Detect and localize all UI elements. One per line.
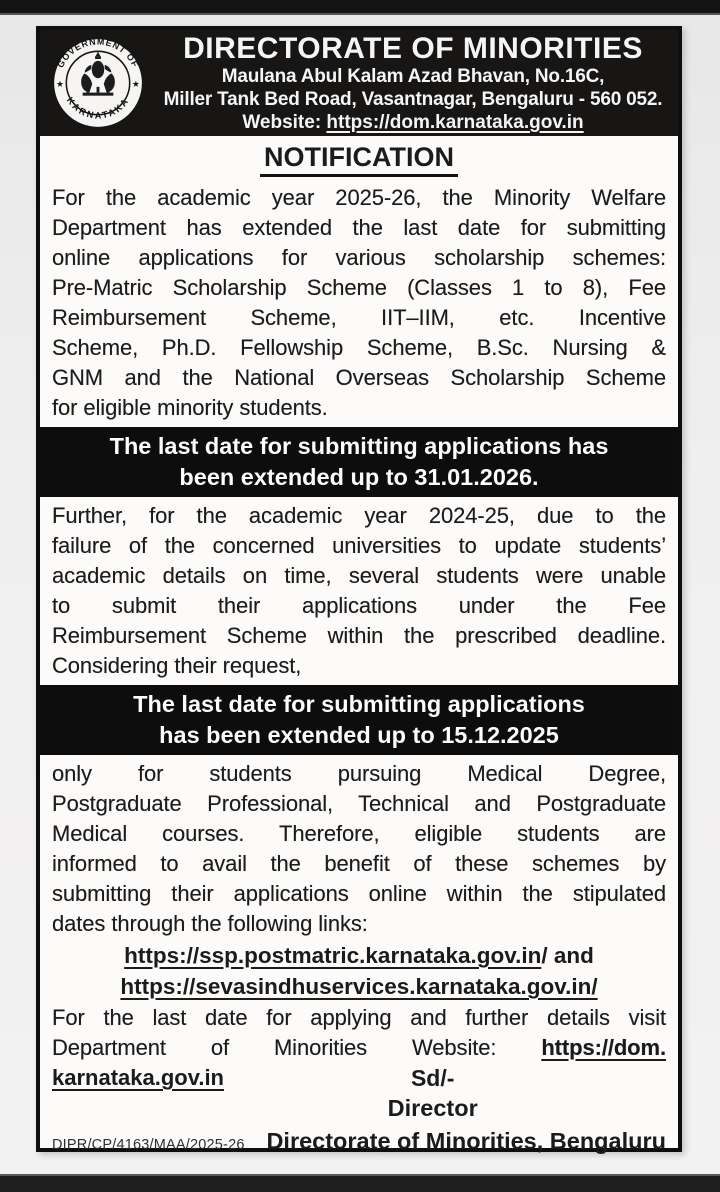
website-line <box>156 111 670 134</box>
link-line <box>52 940 666 971</box>
paragraph-text: Department of Minorities Website: <box>52 1035 497 1060</box>
footer-row <box>52 1127 666 1156</box>
org-title: DIRECTORATE OF MINORITIES <box>183 32 643 65</box>
application-links <box>52 940 666 1002</box>
paragraph-line: Reimbursement Scheme within the prescribed deadline. <box>52 623 666 648</box>
paragraph-line <box>52 1033 666 1063</box>
dom-website-link-part2[interactable]: karnataka.gov.in <box>52 1065 224 1090</box>
paragraph-line: Medical courses. Therefore, eligible students are <box>52 821 666 846</box>
address-line-1: Maulana Abul Kalam Azad Bhavan, No.16C, <box>221 66 605 87</box>
sevasindhu-link[interactable]: https://sevasindhuservices.karnataka.gov.in/ <box>120 974 598 999</box>
director-row <box>52 1093 666 1124</box>
paragraph-line: Further, for the academic year 2024-25, due to the <box>52 503 666 528</box>
paragraph-line: Department has extended the last date for submitting <box>52 215 666 240</box>
paragraph-4 <box>52 1003 666 1093</box>
website-link[interactable]: https://dom.karnataka.gov.in <box>326 112 584 133</box>
paragraph-line: online applications for various scholarship schemes: <box>52 245 666 270</box>
emblem-star-right: ★ <box>132 79 140 89</box>
document-header <box>40 30 678 136</box>
paragraph-line: for eligible minority students. <box>52 395 328 420</box>
paragraph-1 <box>52 183 666 423</box>
scan-top-bar <box>0 0 720 15</box>
paragraph-line: failure of the concerned universities to update students’ <box>52 533 666 558</box>
paragraph-line: For the last date for applying and further details visit <box>52 1005 666 1030</box>
paragraph-line: Scheme, Ph.D. Fellowship Scheme, B.Sc. Nursing & <box>52 335 666 360</box>
emblem-top-text: GOVERNMENT OF <box>55 36 141 70</box>
paragraph-line: informed to avail the benefit of these schemes by <box>52 851 666 876</box>
document-body <box>40 136 678 1162</box>
paragraph-line: Postgraduate Professional, Technical and Postgraduate <box>52 791 666 816</box>
signature-organization: Directorate of Minorities, Bengaluru <box>266 1128 666 1154</box>
emblem-star-left: ★ <box>56 79 64 89</box>
extension-banner-2026 <box>40 427 678 497</box>
dipr-reference-number: DIPR/CP/4163/MAA/2025-26 <box>52 1137 245 1153</box>
paragraph-line: academic details on time, several students were unable <box>52 563 666 588</box>
ssp-postmatric-link[interactable]: https://ssp.postmatric.karnataka.gov.in <box>124 943 542 968</box>
paragraph-line: dates through the following links: <box>52 911 368 936</box>
karnataka-emblem <box>40 35 156 131</box>
dom-website-link-part1[interactable]: https://dom. <box>541 1035 666 1060</box>
paragraph-line: submitting their applications online within the stipulated <box>52 881 666 906</box>
header-text-block <box>156 32 678 134</box>
website-label: Website: <box>242 112 327 133</box>
director-title: Director <box>387 1095 478 1121</box>
notification-document <box>36 26 682 1152</box>
link-tail: / and <box>541 943 594 968</box>
paragraph-3 <box>52 759 666 939</box>
link-and-sd-row <box>52 1063 666 1093</box>
paragraph-line: only for students pursuing Medical Degree, <box>52 761 666 786</box>
address-line-2: Miller Tank Bed Road, Vasantnagar, Bengaluru - 560 052. <box>163 89 663 110</box>
paragraph-line: to submit their applications under the Fee <box>52 593 666 618</box>
banner-line: The last date for submitting applications has <box>109 433 609 459</box>
banner-line: has been extended up to 15.12.2025 <box>159 722 559 748</box>
paragraph-2 <box>52 501 666 681</box>
banner-line: been extended up to 31.01.2026. <box>179 464 539 490</box>
sd-label: Sd/- <box>410 1065 455 1091</box>
banner-line: The last date for submitting applications <box>133 691 585 717</box>
scan-bottom-bar <box>0 1174 720 1192</box>
link-line <box>52 971 666 1002</box>
paragraph-line: Reimbursement Scheme, IIT–IIM, etc. Incentive <box>52 305 666 330</box>
government-seal-icon <box>50 35 146 131</box>
emblem-bottom-text: KARNATAKA <box>64 95 132 121</box>
paragraph-line: Pre-Matric Scholarship Scheme (Classes 1 to 8), Fee <box>52 275 666 300</box>
extension-banner-2025 <box>40 685 678 755</box>
notification-heading: NOTIFICATION <box>260 142 458 177</box>
notification-heading-wrap <box>52 142 666 177</box>
paragraph-line: GNM and the National Overseas Scholarship Scheme <box>52 365 666 390</box>
paragraph-line: For the academic year 2025-26, the Minority Welfare <box>52 185 666 210</box>
paragraph-line: Considering their request, <box>52 653 302 678</box>
